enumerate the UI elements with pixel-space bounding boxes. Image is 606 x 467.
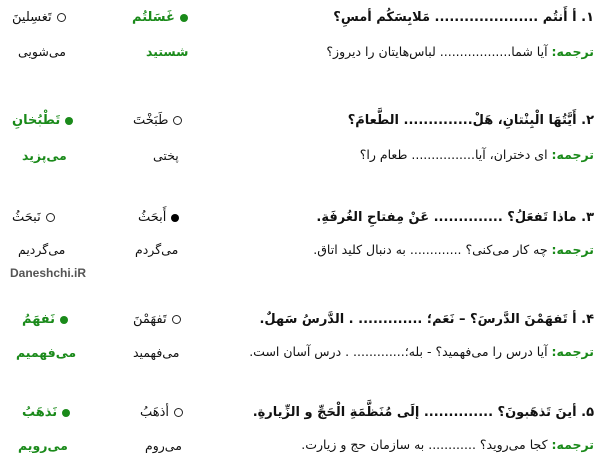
answer-3b: می‌گردیم (18, 242, 66, 257)
selected-radio-icon (60, 316, 68, 324)
answer-5a: می‌روم (145, 438, 182, 453)
translation-text: ای دختران، آیا................ طعام را؟ (359, 147, 548, 162)
option-2a[interactable]: طَبَخْتَ (133, 113, 182, 128)
translation-line (301, 437, 594, 452)
answer-2a: پختی (153, 148, 179, 163)
question-text: ۵. أينَ تَذهَبونَ؟ .............. إلَى مُنَظَّمَةِ الْحَجِّ و الزِّيارةِ. (252, 405, 594, 420)
answer-1b: می‌شویی (18, 44, 66, 59)
translation-text: آیا شما.................. لباس‌هایتان را دیروز؟ (326, 44, 548, 59)
option-5b[interactable]: نَذهَبُ (22, 405, 70, 420)
radio-icon (173, 116, 182, 125)
translation-line (249, 344, 594, 359)
translation-line (313, 242, 594, 257)
answer-4b: می‌فهمیم (16, 345, 77, 360)
translation-label: ترجمه: (551, 242, 594, 257)
translation-label: ترجمه: (551, 147, 594, 162)
question-text: ۱. أ أَنتُم ..................... مَلابِسَكُم أمسِ؟ (333, 10, 594, 25)
translation-label: ترجمه: (551, 437, 594, 452)
answer-3a: می‌گردم (135, 242, 179, 257)
option-4a[interactable]: تَفهَمْنَ (133, 312, 181, 327)
option-2b[interactable]: تَطْبُخانِ (12, 113, 73, 128)
radio-icon (172, 315, 181, 324)
translation-line (326, 44, 594, 59)
radio-icon (46, 213, 55, 222)
answer-2b: می‌پزید (22, 148, 67, 163)
option-3b[interactable]: نَبحَثُ (12, 210, 55, 225)
option-1a[interactable]: غَسَلتُم (132, 10, 188, 25)
translation-label: ترجمه: (551, 44, 594, 59)
selected-radio-icon (62, 409, 70, 417)
watermark: Daneshchi.iR (10, 266, 87, 280)
answer-1a: شستید (146, 44, 189, 59)
option-1b[interactable]: تَغسِلينَ (12, 10, 66, 25)
radio-icon (57, 13, 66, 22)
answer-5b: می‌رویم (18, 438, 68, 453)
selected-radio-icon (65, 117, 73, 125)
question-text: ۴. أ تَفهَمْنَ الدَّرسَ؟ – نَعَم؛ ............. . الدَّرسُ سَهلٌ. (259, 312, 594, 327)
selected-radio-icon (180, 14, 188, 22)
translation-text: کجا می‌روید؟ ............ به سازمان حج و زیارت. (301, 437, 548, 452)
translation-text: آیا درس را می‌فهمید؟ - بله؛............. . درس آسان است. (249, 344, 548, 359)
option-5a[interactable]: أذهَبُ (140, 405, 183, 420)
filled-radio-icon (171, 214, 179, 222)
question-text: ۲. أَيَّتُهَا الْبِنْتانِ، هَلْ.............. الطَّعامَ؟ (347, 113, 594, 128)
radio-icon (174, 408, 183, 417)
question-text: ۳. ماذا تَفعَلُ؟ .............. عَنْ مِفتاحِ الغُرفَةِ. (316, 210, 594, 225)
translation-label: ترجمه: (551, 344, 594, 359)
option-3a[interactable]: أَبحَثُ (138, 210, 179, 225)
translation-text: چه کار می‌کنی؟ ............. به دنبال کلید اتاق. (313, 242, 548, 257)
translation-line (360, 147, 594, 162)
option-4b[interactable]: نَفهَمُ (22, 312, 68, 327)
answer-4a: می‌فهمید (133, 345, 180, 360)
